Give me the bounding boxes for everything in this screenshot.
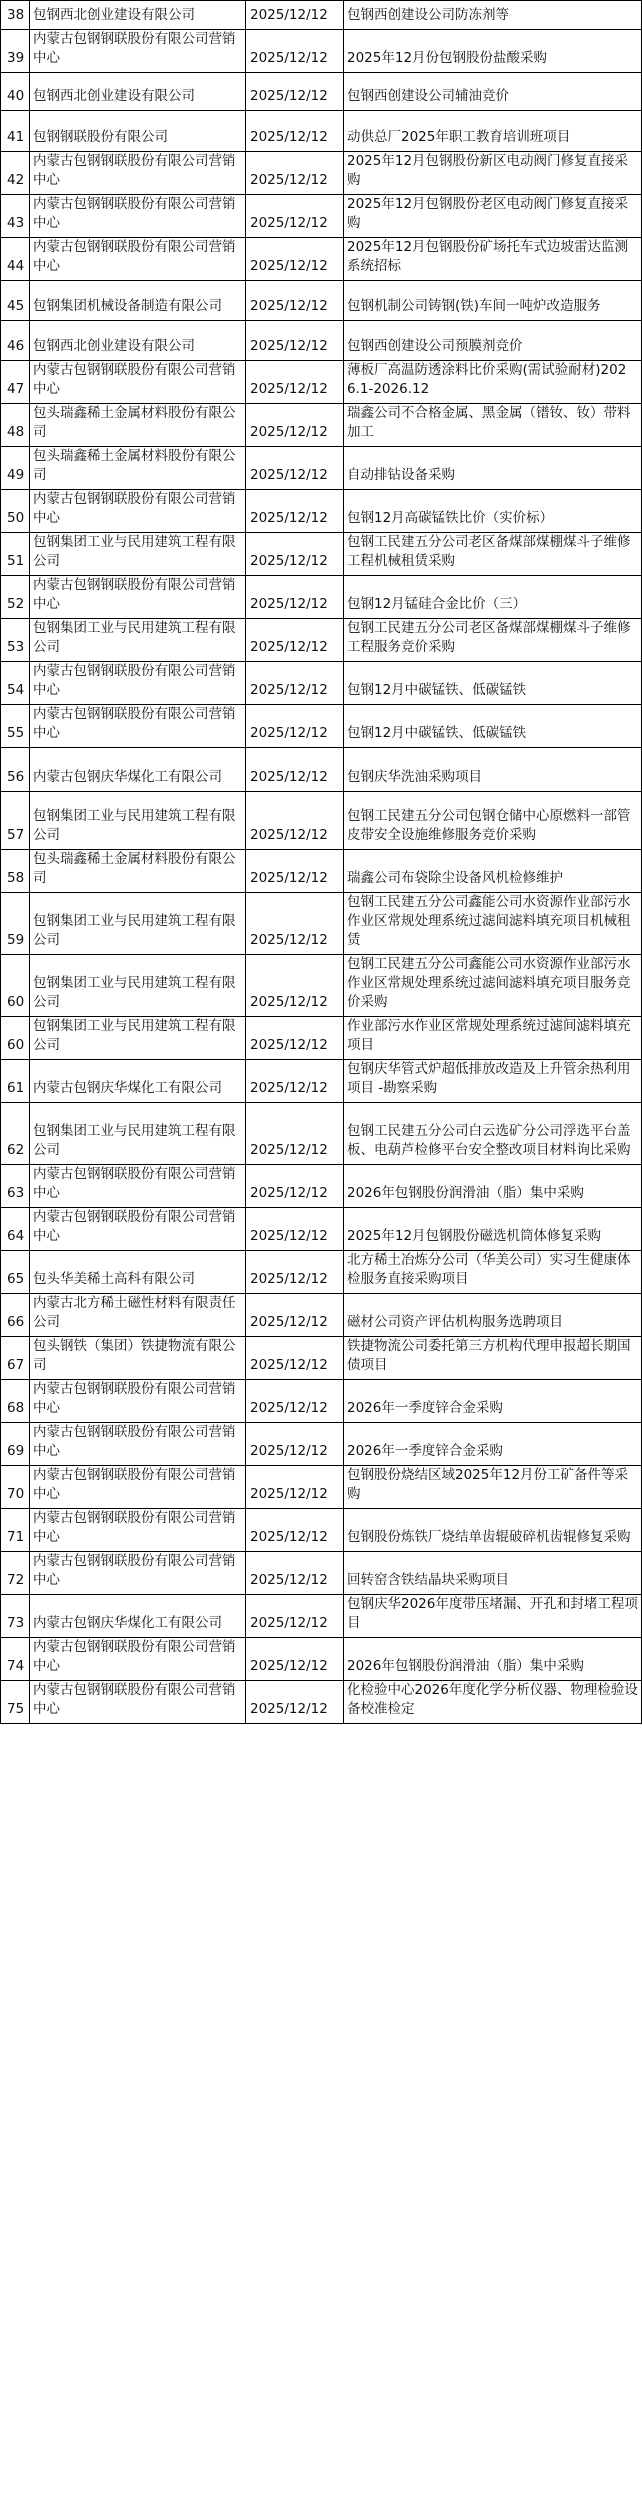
table-row <box>1 850 642 893</box>
table-row <box>1 361 642 404</box>
date-cell: 2025/12/12 <box>246 792 344 850</box>
project-cell: 包钢工民建五分公司鑫能公司水资源作业部污水作业区常规处理系统过滤间滤料填充项目机械租赁 <box>344 893 642 955</box>
date-cell: 2025/12/12 <box>246 281 344 321</box>
row-number: 39 <box>1 30 30 73</box>
project-cell: 包钢工民建五分公司包钢仓储中心原燃料一部管皮带安全设施维修服务竞价采购 <box>344 792 642 850</box>
row-number: 43 <box>1 195 30 238</box>
date-cell: 2025/12/12 <box>246 1466 344 1509</box>
project-cell: 包钢工民建五分公司鑫能公司水资源作业部污水作业区常规处理系统过滤间滤料填充项目服务竞价采购 <box>344 955 642 1017</box>
date-cell: 2025/12/12 <box>246 1681 344 1724</box>
company-cell: 包钢西北创业建设有限公司 <box>30 73 246 111</box>
table-row <box>1 152 642 195</box>
watermark <box>0 2474 62 2494</box>
table-row <box>1 533 642 576</box>
project-cell: 自动排钻设备采购 <box>344 447 642 490</box>
row-number: 55 <box>1 705 30 748</box>
company-cell: 内蒙古包钢钢联股份有限公司营销中心 <box>30 1509 246 1552</box>
table-row <box>1 1208 642 1251</box>
date-cell: 2025/12/12 <box>246 1017 344 1060</box>
table-row <box>1 893 642 955</box>
table-row <box>1 30 642 73</box>
company-cell: 内蒙古包钢钢联股份有限公司营销中心 <box>30 361 246 404</box>
company-cell: 包头钢铁（集团）铁捷物流有限公司 <box>30 1337 246 1380</box>
date-cell: 2025/12/12 <box>246 893 344 955</box>
table-row <box>1 792 642 850</box>
company-cell: 内蒙古包钢庆华煤化工有限公司 <box>30 1060 246 1103</box>
row-number: 48 <box>1 404 30 447</box>
project-cell: 磁材公司资产评估机构服务选聘项目 <box>344 1294 642 1337</box>
row-number: 57 <box>1 792 30 850</box>
row-number: 41 <box>1 111 30 152</box>
project-cell: 2025年12月包钢股份新区电动阀门修复直接采购 <box>344 152 642 195</box>
row-number: 70 <box>1 1466 30 1509</box>
row-number: 73 <box>1 1595 30 1638</box>
company-cell: 内蒙古包钢钢联股份有限公司营销中心 <box>30 1552 246 1595</box>
table-row <box>1 1251 642 1294</box>
project-cell: 北方稀土冶炼分公司（华美公司）实习生健康体检服务直接采购项目 <box>344 1251 642 1294</box>
project-cell: 包钢12月中碳锰铁、低碳锰铁 <box>344 705 642 748</box>
date-cell: 2025/12/12 <box>246 850 344 893</box>
table-row <box>1 1552 642 1595</box>
project-cell: 包钢12月中碳锰铁、低碳锰铁 <box>344 662 642 705</box>
project-cell: 回转窑含铁结晶块采购项目 <box>344 1552 642 1595</box>
table-body <box>1 1 642 1724</box>
row-number: 46 <box>1 321 30 361</box>
date-cell: 2025/12/12 <box>246 1509 344 1552</box>
table-row <box>1 1337 642 1380</box>
company-cell: 内蒙古包钢钢联股份有限公司营销中心 <box>30 1380 246 1423</box>
table-row <box>1 1423 642 1466</box>
date-cell: 2025/12/12 <box>246 238 344 281</box>
table-row <box>1 619 642 662</box>
date-cell: 2025/12/12 <box>246 1103 344 1165</box>
table-row <box>1 1165 642 1208</box>
row-number: 66 <box>1 1294 30 1337</box>
row-number: 52 <box>1 576 30 619</box>
table-row <box>1 281 642 321</box>
table-row <box>1 1509 642 1552</box>
date-cell: 2025/12/12 <box>246 576 344 619</box>
row-number: 38 <box>1 1 30 30</box>
company-cell: 内蒙古包钢钢联股份有限公司营销中心 <box>30 152 246 195</box>
project-cell: 2026年一季度锌合金采购 <box>344 1423 642 1466</box>
row-number: 67 <box>1 1337 30 1380</box>
project-cell: 2026年包钢股份润滑油（脂）集中采购 <box>344 1165 642 1208</box>
company-cell: 内蒙古包钢钢联股份有限公司营销中心 <box>30 238 246 281</box>
project-cell: 包钢12月高碳锰铁比价（实价标） <box>344 490 642 533</box>
table-row <box>1 1681 642 1724</box>
row-number: 60 <box>1 1017 30 1060</box>
company-cell: 包钢西北创业建设有限公司 <box>30 321 246 361</box>
table-row <box>1 1060 642 1103</box>
company-cell: 内蒙古包钢钢联股份有限公司营销中心 <box>30 490 246 533</box>
row-number: 44 <box>1 238 30 281</box>
project-cell: 薄板厂高温防透涂料比价采购(需试验耐材)2026.1-2026.12 <box>344 361 642 404</box>
row-number: 62 <box>1 1103 30 1165</box>
row-number: 45 <box>1 281 30 321</box>
company-cell: 包钢集团工业与民用建筑工程有限公司 <box>30 955 246 1017</box>
date-cell: 2025/12/12 <box>246 404 344 447</box>
project-cell: 2026年包钢股份润滑油（脂）集中采购 <box>344 1638 642 1681</box>
company-cell: 内蒙古包钢钢联股份有限公司营销中心 <box>30 1423 246 1466</box>
row-number: 60 <box>1 955 30 1017</box>
project-cell: 包钢工民建五分公司老区备煤部煤棚煤斗子维修工程机械租赁采购 <box>344 533 642 576</box>
project-cell: 包钢西创建设公司防冻剂等 <box>344 1 642 30</box>
row-number: 61 <box>1 1060 30 1103</box>
row-number: 72 <box>1 1552 30 1595</box>
date-cell: 2025/12/12 <box>246 447 344 490</box>
date-cell: 2025/12/12 <box>246 195 344 238</box>
date-cell: 2025/12/12 <box>246 748 344 792</box>
project-cell: 2025年12月包钢股份矿场托车式边坡雷达监测系统招标 <box>344 238 642 281</box>
project-cell: 包钢西创建设公司预膜剂竞价 <box>344 321 642 361</box>
row-number: 56 <box>1 748 30 792</box>
row-number: 65 <box>1 1251 30 1294</box>
row-number: 68 <box>1 1380 30 1423</box>
row-number: 59 <box>1 893 30 955</box>
project-cell: 包钢庆华2026年度带压堵漏、开孔和封堵工程项目 <box>344 1595 642 1638</box>
project-cell: 2025年12月包钢股份磁选机筒体修复采购 <box>344 1208 642 1251</box>
date-cell: 2025/12/12 <box>246 705 344 748</box>
row-number: 50 <box>1 490 30 533</box>
table-row <box>1 111 642 152</box>
company-cell: 内蒙古北方稀土磁性材料有限责任公司 <box>30 1294 246 1337</box>
project-cell: 包钢12月锰硅合金比价（三） <box>344 576 642 619</box>
company-cell: 包钢集团工业与民用建筑工程有限公司 <box>30 792 246 850</box>
company-cell: 包钢集团工业与民用建筑工程有限公司 <box>30 619 246 662</box>
company-cell: 内蒙古包钢钢联股份有限公司营销中心 <box>30 1208 246 1251</box>
project-cell: 包钢股份烧结区域2025年12月份工矿备件等采购 <box>344 1466 642 1509</box>
table-row <box>1 576 642 619</box>
date-cell: 2025/12/12 <box>246 1294 344 1337</box>
project-cell: 动供总厂2025年职工教育培训班项目 <box>344 111 642 152</box>
table-row <box>1 1017 642 1060</box>
company-cell: 包钢集团机械设备制造有限公司 <box>30 281 246 321</box>
date-cell: 2025/12/12 <box>246 1251 344 1294</box>
date-cell: 2025/12/12 <box>246 111 344 152</box>
row-number: 75 <box>1 1681 30 1724</box>
project-cell: 2026年一季度锌合金采购 <box>344 1380 642 1423</box>
project-cell: 作业部污水作业区常规处理系统过滤间滤料填充项目 <box>344 1017 642 1060</box>
company-cell: 内蒙古包钢钢联股份有限公司营销中心 <box>30 195 246 238</box>
table-row <box>1 1638 642 1681</box>
row-number: 71 <box>1 1509 30 1552</box>
table-row <box>1 1 642 30</box>
company-cell: 内蒙古包钢钢联股份有限公司营销中心 <box>30 576 246 619</box>
table-row <box>1 195 642 238</box>
date-cell: 2025/12/12 <box>246 1423 344 1466</box>
company-cell: 内蒙古包钢钢联股份有限公司营销中心 <box>30 1638 246 1681</box>
table-row <box>1 238 642 281</box>
project-cell: 包钢庆华管式炉超低排放改造及上升管余热利用项目 -勘察采购 <box>344 1060 642 1103</box>
date-cell: 2025/12/12 <box>246 1337 344 1380</box>
project-cell: 2025年12月包钢股份老区电动阀门修复直接采购 <box>344 195 642 238</box>
date-cell: 2025/12/12 <box>246 1 344 30</box>
company-cell: 内蒙古包钢钢联股份有限公司营销中心 <box>30 1681 246 1724</box>
date-cell: 2025/12/12 <box>246 1638 344 1681</box>
company-cell: 包钢集团工业与民用建筑工程有限公司 <box>30 1017 246 1060</box>
row-number: 51 <box>1 533 30 576</box>
project-cell: 包钢庆华洗油采购项目 <box>344 748 642 792</box>
company-cell: 内蒙古包钢钢联股份有限公司营销中心 <box>30 662 246 705</box>
date-cell: 2025/12/12 <box>246 619 344 662</box>
project-cell: 2025年12月份包钢股份盐酸采购 <box>344 30 642 73</box>
row-number: 74 <box>1 1638 30 1681</box>
date-cell: 2025/12/12 <box>246 321 344 361</box>
date-cell: 2025/12/12 <box>246 1552 344 1595</box>
company-cell: 内蒙古包钢钢联股份有限公司营销中心 <box>30 30 246 73</box>
company-cell: 包钢集团工业与民用建筑工程有限公司 <box>30 533 246 576</box>
project-cell: 包钢机制公司铸钢(铁)车间一吨炉改造服务 <box>344 281 642 321</box>
company-cell: 内蒙古包钢钢联股份有限公司营销中心 <box>30 705 246 748</box>
company-cell: 内蒙古包钢庆华煤化工有限公司 <box>30 1595 246 1638</box>
date-cell: 2025/12/12 <box>246 30 344 73</box>
row-number: 54 <box>1 662 30 705</box>
row-number: 63 <box>1 1165 30 1208</box>
date-cell: 2025/12/12 <box>246 1165 344 1208</box>
date-cell: 2025/12/12 <box>246 955 344 1017</box>
row-number: 53 <box>1 619 30 662</box>
company-cell: 内蒙古包钢钢联股份有限公司营销中心 <box>30 1165 246 1208</box>
company-cell: 包头华美稀土高科有限公司 <box>30 1251 246 1294</box>
date-cell: 2025/12/12 <box>246 662 344 705</box>
project-cell: 包钢股份炼铁厂烧结单齿辊破碎机齿辊修复采购 <box>344 1509 642 1552</box>
table-row <box>1 748 642 792</box>
table-row <box>1 447 642 490</box>
date-cell: 2025/12/12 <box>246 533 344 576</box>
date-cell: 2025/12/12 <box>246 152 344 195</box>
row-number: 42 <box>1 152 30 195</box>
date-cell: 2025/12/12 <box>246 1380 344 1423</box>
project-cell: 包钢工民建五分公司老区备煤部煤棚煤斗子维修工程服务竞价采购 <box>344 619 642 662</box>
project-cell: 瑞鑫公司不合格金属、黑金属（镨钕、钕）带料加工 <box>344 404 642 447</box>
table-row <box>1 955 642 1017</box>
date-cell: 2025/12/12 <box>246 1060 344 1103</box>
table-row <box>1 1294 642 1337</box>
table-row <box>1 73 642 111</box>
company-cell: 内蒙古包钢庆华煤化工有限公司 <box>30 748 246 792</box>
company-cell: 包头瑞鑫稀土金属材料股份有限公司 <box>30 447 246 490</box>
table-row <box>1 490 642 533</box>
company-cell: 内蒙古包钢钢联股份有限公司营销中心 <box>30 1466 246 1509</box>
table-row <box>1 662 642 705</box>
table-row <box>1 1466 642 1509</box>
company-cell: 包头瑞鑫稀土金属材料股份有限公司 <box>30 850 246 893</box>
company-cell: 包钢西北创业建设有限公司 <box>30 1 246 30</box>
company-cell: 包钢集团工业与民用建筑工程有限公司 <box>30 893 246 955</box>
project-cell: 化检验中心2026年度化学分析仪器、物理检验设备校准检定 <box>344 1681 642 1724</box>
table-row <box>1 705 642 748</box>
company-cell: 包钢钢联股份有限公司 <box>30 111 246 152</box>
date-cell: 2025/12/12 <box>246 1595 344 1638</box>
row-number: 69 <box>1 1423 30 1466</box>
row-number: 49 <box>1 447 30 490</box>
row-number: 47 <box>1 361 30 404</box>
row-number: 64 <box>1 1208 30 1251</box>
date-cell: 2025/12/12 <box>246 361 344 404</box>
company-cell: 包钢集团工业与民用建筑工程有限公司 <box>30 1103 246 1165</box>
project-cell: 包钢西创建设公司辅油竞价 <box>344 73 642 111</box>
row-number: 40 <box>1 73 30 111</box>
date-cell: 2025/12/12 <box>246 1208 344 1251</box>
project-cell: 包钢工民建五分公司白云选矿分公司浮选平台盖板、电葫芦检修平台安全整改项目材料询比采购 <box>344 1103 642 1165</box>
date-cell: 2025/12/12 <box>246 73 344 111</box>
row-number: 58 <box>1 850 30 893</box>
company-cell: 包头瑞鑫稀土金属材料股份有限公司 <box>30 404 246 447</box>
project-cell: 铁捷物流公司委托第三方机构代理申报超长期国债项目 <box>344 1337 642 1380</box>
table-row <box>1 404 642 447</box>
date-cell: 2025/12/12 <box>246 490 344 533</box>
table-row <box>1 1595 642 1638</box>
project-cell: 瑞鑫公司布袋除尘设备风机检修维护 <box>344 850 642 893</box>
table-row <box>1 1380 642 1423</box>
table-row <box>1 1103 642 1165</box>
table-row <box>1 321 642 361</box>
